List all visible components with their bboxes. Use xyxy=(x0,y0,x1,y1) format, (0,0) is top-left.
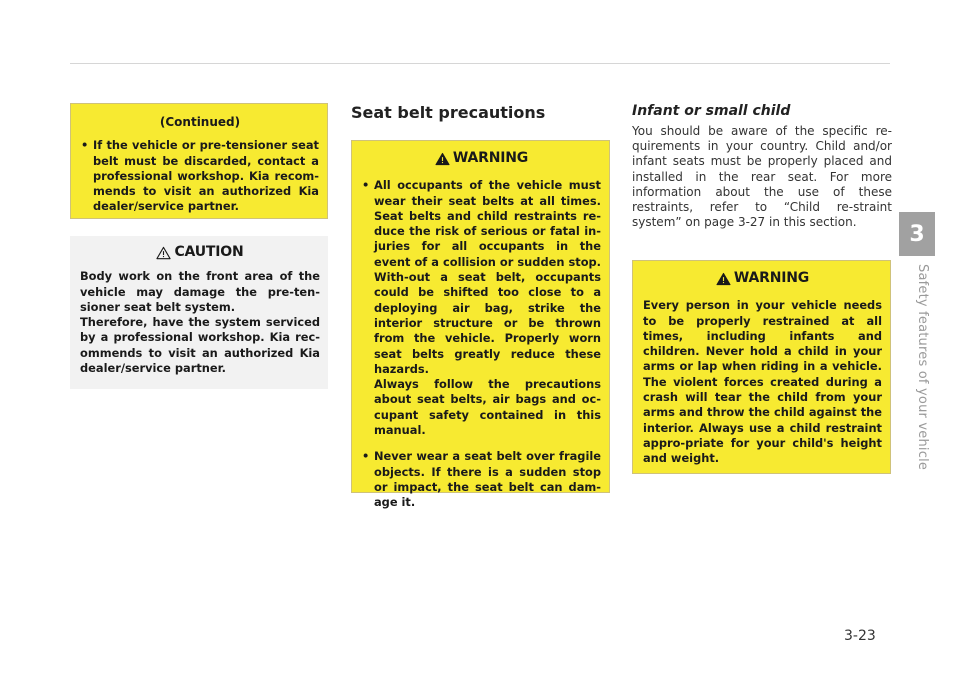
warning-bullet-paragraph: • All occupants of the vehicle must wear their seat belts at all times. Seat belts and child restraints re-duce the risk of serious or fatal in-juries for all occupants in the event of a collision or sudden stop. With-out a seat belt, occupants could be shifted too close to a deploying air bag, strike the interior structure or be thrown from the vehicle. Properly worn seat belts greatly reduce these hazards. xyxy=(374,178,601,376)
warning-triangle-icon xyxy=(716,272,731,286)
caution-triangle-icon xyxy=(156,246,171,260)
caution-box xyxy=(70,236,328,389)
warning-triangle-icon xyxy=(435,152,450,166)
warning-bullet-paragraph: Always follow the precautions about seat belts, air bags and oc-cupant safety contained in this manual. xyxy=(374,377,601,438)
warning-child-text: Every person in your vehicle needs to be properly restrained at all times, including infants and children. Never hold a child in your arms or lap when riding in a vehicle. The violent forces created during a crash will tear the child from your arms and throw the child against the interior. Always use a child restraint appro-priate for your child's height and weight. xyxy=(643,298,882,466)
page-number: 3-23 xyxy=(844,628,876,644)
caution-title: CAUTION xyxy=(174,244,244,260)
infant-section-heading: Infant or small child xyxy=(632,103,791,119)
chapter-title: Safety features of your vehicle xyxy=(915,264,930,471)
warning-bullet-item xyxy=(362,449,601,510)
section-heading: Seat belt precautions xyxy=(351,103,546,122)
warning-bullet-list xyxy=(362,178,601,510)
warning-bullet-paragraph: • Never wear a seat belt over fragile objects. If there is a sudden stop or impact, the seat belt can dam-age it. xyxy=(374,449,601,510)
infant-section-body: You should be aware of the specific re-quirements in your country. Child and/or infant seats must be properly placed and installed in the rear seat. For more information about the use of these restraints, refer to “Child re-straint system” on page 3-27 in this section. xyxy=(632,124,892,230)
caution-paragraph: Therefore, have the system serviced by a professional workshop. Kia rec-ommends to visit an authorized Kia dealer/service partner. xyxy=(80,315,320,376)
warning-box-seat-belt xyxy=(351,140,610,510)
continued-notice-box xyxy=(70,103,328,219)
warning-box-child xyxy=(632,260,891,474)
continued-bullet-item: • If the vehicle or pre-tensioner seat belt must be discarded, contact a professional workshop. Kia recom-mends to visit an authorized Kia dealer/service partner. xyxy=(81,138,319,214)
chapter-tab: 3 xyxy=(899,212,935,256)
warning-title: WARNING xyxy=(733,270,810,286)
caution-title-row xyxy=(80,245,320,260)
top-rule xyxy=(70,63,890,64)
warning-title: WARNING xyxy=(452,150,529,166)
caution-paragraph: Body work on the front area of the vehicle may damage the pre-ten-sioner seat belt system. xyxy=(80,269,320,314)
warning-title-row xyxy=(643,271,882,286)
continued-label: (Continued) xyxy=(159,115,241,129)
continued-bullet-list xyxy=(81,138,319,214)
warning-bullet-item xyxy=(362,178,601,438)
warning-title-row xyxy=(362,151,601,166)
